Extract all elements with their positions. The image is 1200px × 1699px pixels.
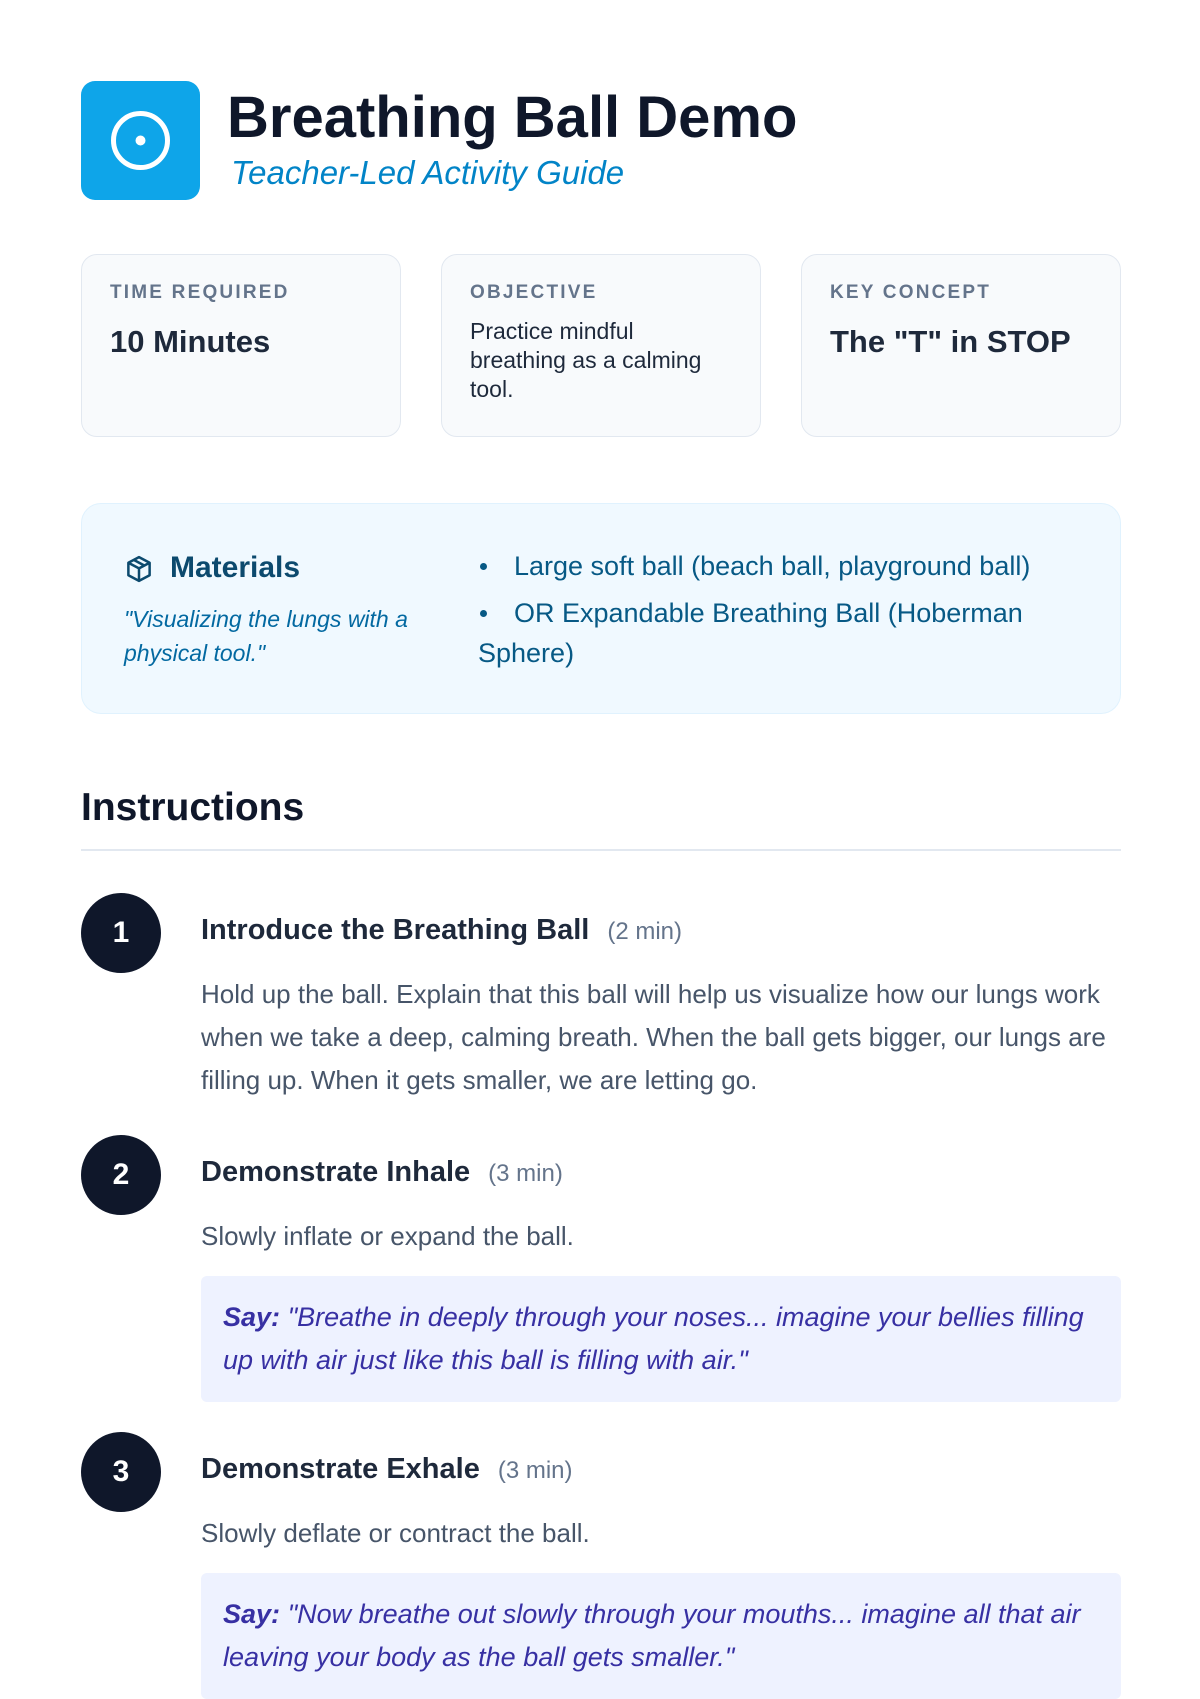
target-circle-icon (109, 109, 172, 172)
list-item: Large soft ball (beach ball, playground ball) (478, 546, 1088, 586)
materials-header (124, 548, 434, 670)
materials-title-row (124, 548, 434, 588)
step-header (201, 1135, 1121, 1209)
say-label: Say: (223, 1302, 281, 1332)
step-duration: (2 min) (607, 918, 682, 945)
step-number: 1 (81, 893, 161, 973)
card-value: Practice mindful breathing as a calming tool. (470, 318, 702, 402)
key-concept-card (801, 254, 1121, 437)
step-description: Slowly deflate or contract the ball. (201, 1518, 590, 1548)
step-title: Introduce the Breathing Ball (201, 914, 590, 946)
step-duration: (3 min) (488, 1160, 563, 1187)
logo (81, 81, 200, 200)
step-number: 3 (81, 1432, 161, 1512)
say-callout (201, 1276, 1121, 1402)
time-required-card (81, 254, 401, 437)
materials-panel (81, 503, 1121, 714)
step-number: 2 (81, 1135, 161, 1215)
step-title: Demonstrate Exhale (201, 1453, 480, 1485)
section-divider (81, 849, 1121, 851)
objective-card (441, 254, 761, 437)
say-text: "Now breathe out slowly through your mouths... imagine all that air leaving your body as the ball gets smaller." (223, 1599, 1081, 1672)
say-text: "Breathe in deeply through your noses... imagine your bellies filling up with air just like this ball is filling with air." (223, 1302, 1084, 1375)
materials-quote: "Visualizing the lungs with a physical tool." (124, 606, 408, 666)
card-value: 10 Minutes (110, 324, 271, 359)
step-description: Hold up the ball. Explain that this ball will help us visualize how our lungs work when we take a deep, calming breath. When the ball gets bigger, our lungs are filling up. When it gets smaller, we are letting go. (201, 979, 1106, 1095)
page-subtitle: Teacher-Led Activity Guide (231, 154, 625, 191)
step-body (201, 1432, 1121, 1699)
step-body (201, 893, 1121, 1102)
materials-list (478, 546, 1088, 680)
list-item: OR Expandable Breathing Ball (Hoberman Sphere) (478, 593, 1088, 673)
step-duration: (3 min) (497, 1457, 573, 1484)
materials-title: Materials (170, 551, 301, 584)
card-label: OBJECTIVE (470, 282, 598, 303)
page-header (81, 81, 1121, 201)
box-icon (124, 554, 154, 584)
step-title: Demonstrate Inhale (201, 1156, 471, 1188)
step-description: Slowly inflate or expand the ball. (201, 1221, 574, 1251)
step-header (201, 893, 1121, 967)
instructions-title: Instructions (81, 786, 305, 829)
say-callout (201, 1573, 1121, 1699)
card-label: KEY CONCEPT (830, 282, 992, 303)
activity-guide-page (81, 0, 1121, 1672)
step-body (201, 1135, 1121, 1402)
say-label: Say: (223, 1599, 281, 1629)
step-header (201, 1432, 1121, 1506)
card-value: The "T" in STOP (830, 324, 1071, 359)
card-label: TIME REQUIRED (110, 282, 290, 303)
info-cards (81, 254, 1121, 437)
page-title: Breathing Ball Demo (227, 85, 798, 150)
